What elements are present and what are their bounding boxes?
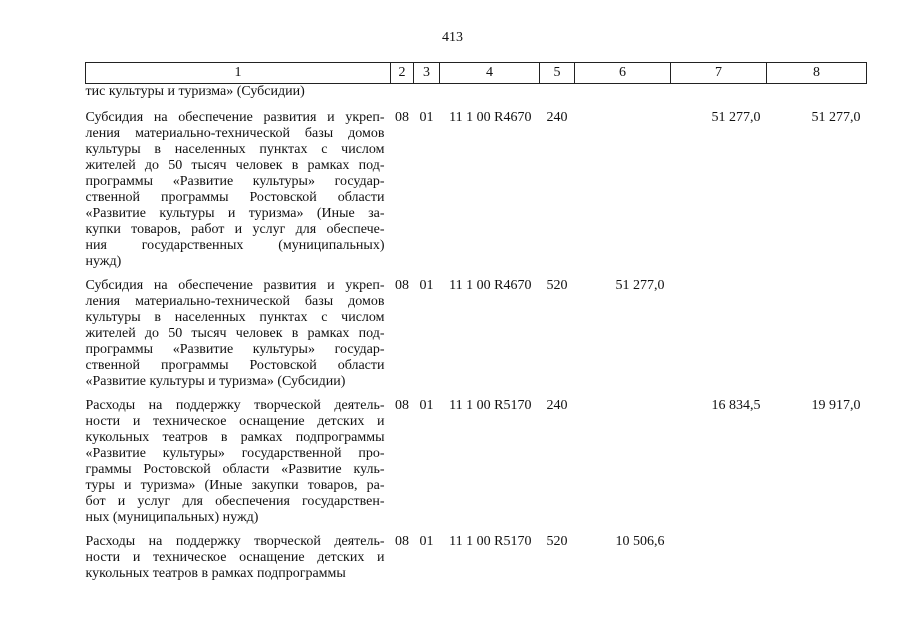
column-header-8: 8 (767, 63, 867, 84)
description-line: купки товаров, работ и услуг для обеспече- (85, 222, 385, 237)
amount-column-7: 51 277,0 (711, 110, 761, 125)
amount-column-6 (575, 110, 671, 278)
row-description (86, 534, 391, 590)
table-row (86, 534, 867, 590)
description-line: ственной программы Ростовской области (85, 190, 385, 205)
description-line: Расходы на поддержку творческой деятель- (85, 534, 385, 549)
description-line: культуры в населенных пунктах с числом (85, 310, 385, 325)
column-header-2: 2 (391, 63, 414, 84)
description-line: «Развитие культуры» государственной про- (85, 446, 385, 461)
budget-table (85, 62, 867, 590)
row-description (86, 398, 391, 534)
expense-type-code: 240 (546, 398, 568, 413)
description-line: Субсидия на обеспечение развития и укреп- (85, 278, 385, 293)
description-line: ния государственных (муниципальных) (85, 238, 385, 253)
description-line: ности и техническое оснащение детских и (85, 414, 385, 429)
amount-column-8: 19 917,0 (811, 398, 861, 413)
description-line: культуры в населенных пунктах с числом (85, 142, 385, 157)
description-line: бот и услуг для обеспечения государствен- (85, 494, 385, 509)
row-description (86, 110, 391, 278)
target-article-code: 11 1 00 R5170 (449, 534, 532, 549)
expense-type-code: 520 (546, 278, 568, 293)
subsection-code: 01 (419, 110, 434, 125)
amount-column-8 (767, 278, 867, 398)
column-header-6: 6 (575, 63, 671, 84)
description-line: кукольных театров в рамках подпрограммы (85, 430, 385, 445)
amount-column-8 (767, 534, 867, 590)
column-header-7: 7 (671, 63, 767, 84)
description-line: программы «Развитие культуры» государ- (85, 174, 385, 189)
description-line: граммы Ростовской области «Развитие куль- (85, 462, 385, 477)
section-code: 08 (395, 278, 409, 293)
description-line: ных (муниципальных) нужд) (85, 510, 259, 525)
amount-column-7 (671, 534, 767, 590)
description-line: кукольных театров в рамках подпрограммы (85, 566, 346, 581)
table-row (86, 398, 867, 534)
target-article-code: 11 1 00 R4670 (449, 278, 532, 293)
amount-column-7: 16 834,5 (711, 398, 761, 413)
amount-column-8: 51 277,0 (811, 110, 861, 125)
description-line: ления материально-технической базы домов (85, 294, 385, 309)
description-line: Расходы на поддержку творческой деятель- (85, 398, 385, 413)
table-row (86, 110, 867, 278)
column-header-5: 5 (540, 63, 575, 84)
description-line: ственной программы Ростовской области (85, 358, 385, 373)
description-line: ности и техническое оснащение детских и (85, 550, 385, 565)
description-line: нужд) (85, 254, 122, 269)
description-line: жителей до 50 тысяч человек в рамках под- (85, 326, 385, 341)
row-description (86, 278, 391, 398)
description-line: ления материально-технической базы домов (85, 126, 385, 141)
amount-column-6 (575, 398, 671, 534)
table-row (86, 278, 867, 398)
amount-column-6: 51 277,0 (615, 278, 665, 293)
description-line: программы «Развитие культуры» государ- (85, 342, 385, 357)
column-header-4: 4 (440, 63, 540, 84)
description-line: Субсидия на обеспечение развития и укреп- (85, 110, 385, 125)
continuation-row (86, 84, 867, 111)
amount-column-6: 10 506,6 (615, 534, 665, 549)
section-code: 08 (395, 110, 409, 125)
column-number-header (86, 63, 867, 84)
description-line: «Развитие культуры и туризма» (Субсидии) (85, 374, 346, 389)
column-header-1: 1 (86, 63, 391, 84)
continuation-text: тис культуры и туризма» (Субсидии) (85, 84, 305, 99)
target-article-code: 11 1 00 R4670 (449, 110, 532, 125)
column-header-3: 3 (414, 63, 440, 84)
subsection-code: 01 (419, 398, 434, 413)
target-article-code: 11 1 00 R5170 (449, 398, 532, 413)
subsection-code: 01 (419, 278, 434, 293)
description-line: жителей до 50 тысяч человек в рамках под- (85, 158, 385, 173)
section-code: 08 (395, 534, 409, 549)
expense-type-code: 240 (546, 110, 568, 125)
description-line: «Развитие культуры и туризма» (Иные за- (85, 206, 385, 221)
description-line: туры и туризма» (Иные закупки товаров, ра- (85, 478, 385, 493)
subsection-code: 01 (419, 534, 434, 549)
amount-column-7 (671, 278, 767, 398)
expense-type-code: 520 (546, 534, 568, 549)
table-body (86, 84, 867, 591)
page-number: 413 (442, 30, 463, 45)
section-code: 08 (395, 398, 409, 413)
